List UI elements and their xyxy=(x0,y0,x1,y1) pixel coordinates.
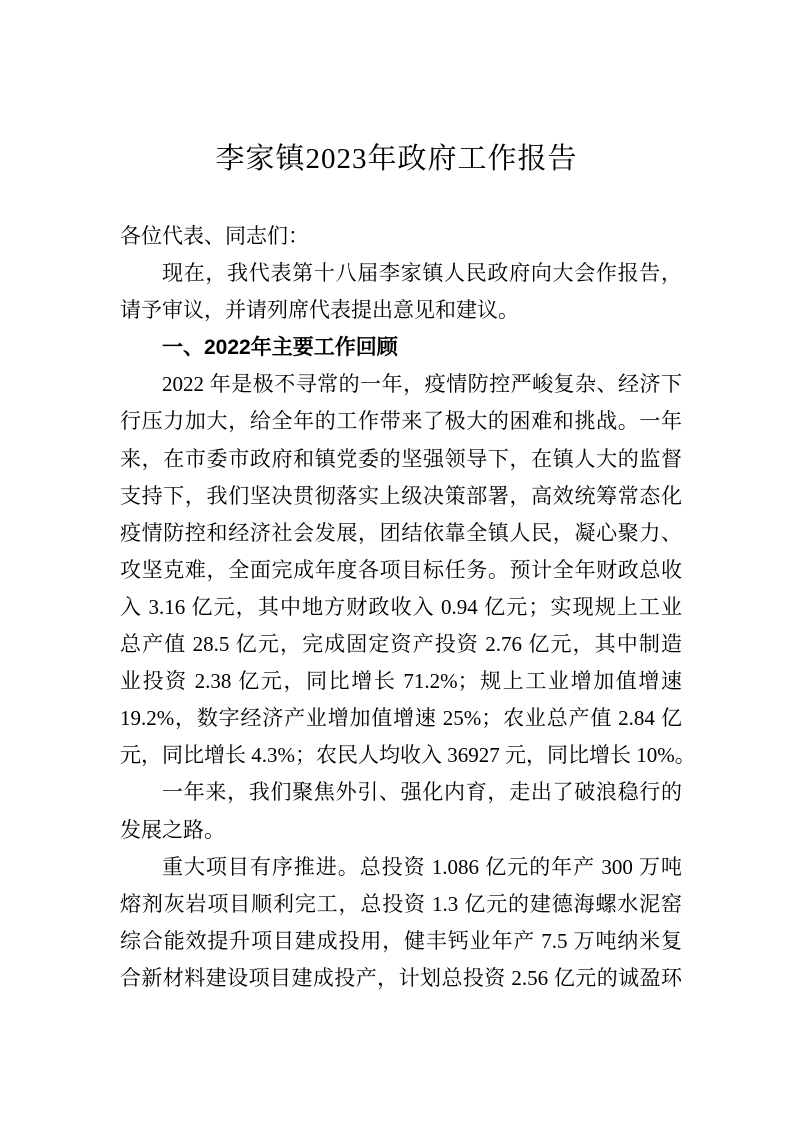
text-line: 总产值 28.5 亿元，完成固定资产投资 2.76 亿元，其中制造 xyxy=(120,632,682,657)
text-line: 熔剂灰岩项目顺利完工，总投资 1.3 亿元的建德海螺水泥窑 xyxy=(120,891,682,916)
text-line: 2022 年是极不寻常的一年，疫情防控严峻复杂、经济下 xyxy=(162,372,682,397)
text-line: 请予审议，并请列席代表提出意见和建议。 xyxy=(120,298,519,323)
paragraph-path xyxy=(120,774,682,848)
text-line: 一年来，我们聚焦外引、强化内育，走出了破浪稳行的 xyxy=(162,780,682,805)
text-line: 攻坚克难，全面完成年度各项目标任务。预计全年财政总收 xyxy=(120,557,682,582)
text-line: 现在，我代表第十八届李家镇人民政府向大会作报告， xyxy=(162,261,682,286)
document-body xyxy=(120,218,696,997)
paragraph-review xyxy=(120,366,696,774)
text-line: 元，同比增长 4.3%；农民人均收入 36927 元，同比增长 10%。 xyxy=(120,743,696,768)
document-title: 李家镇2023年政府工作报告 xyxy=(215,143,578,175)
salutation: 各位代表、同志们： xyxy=(120,224,309,248)
text-line: 合新材料建设项目建成投产，计划总投资 2.56 亿元的诚盈环 xyxy=(120,965,682,990)
section-heading: 一、2022年主要工作回顾 xyxy=(162,336,398,360)
text-line: 行压力加大，给全年的工作带来了极大的困难和挑战。一年 xyxy=(120,409,682,434)
text-line: 综合能效提升项目建成投用，健丰钙业年产 7.5 万吨纳米复 xyxy=(120,928,682,953)
text-line: 业投资 2.38 亿元，同比增长 71.2%；规上工业增加值增速 xyxy=(120,669,682,694)
text-line: 入 3.16 亿元，其中地方财政收入 0.94 亿元；实现规上工业 xyxy=(120,594,682,619)
paragraph-projects xyxy=(120,849,682,997)
text-line: 发展之路。 xyxy=(120,817,225,842)
intro-paragraph xyxy=(120,255,682,329)
text-line: 重大项目有序推进。总投资 1.086 亿元的年产 300 万吨 xyxy=(162,854,682,879)
text-line: 来，在市委市政府和镇党委的坚强领导下，在镇人大的监督 xyxy=(120,446,682,471)
text-line: 疫情防控和经济社会发展，团结依靠全镇人民，凝心聚力、 xyxy=(120,520,682,545)
text-line: 19.2%，数字经济产业增加值增速 25%；农业总产值 2.84 亿 xyxy=(120,706,682,731)
text-line: 支持下，我们坚决贯彻落实上级决策部署，高效统筹常态化 xyxy=(120,483,682,508)
